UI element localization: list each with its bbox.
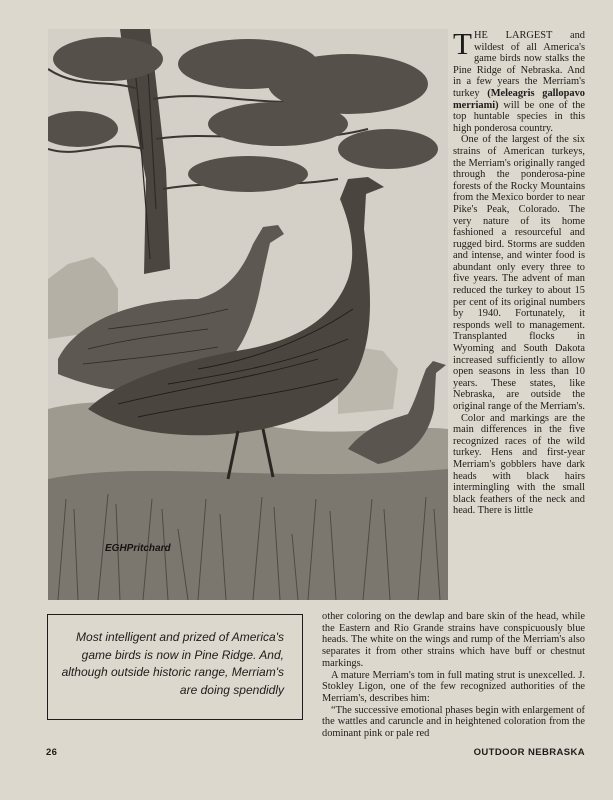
- paragraph-4: A mature Merriam's tom in full mating strut is unexcelled. J. Stokley Ligon, one of the few recognized authorities of the Merriam's, describes him:: [322, 669, 585, 704]
- artist-signature: EGHPritchard: [105, 543, 171, 554]
- paragraph-3-bottom: other coloring on the dewlap and bare skin of the head, while the Eastern and Rio Grande strains have conspicuously blue heads. The white on the wings and rump of the Merriam's also separates it from other strains which have buff or chestnut markings.: [322, 611, 585, 669]
- article-column-right: [453, 26, 585, 517]
- paragraph-5: “The successive emotional phases begin with enlargement of the wattles and caruncle and in heightened coloration from the dominant pink or pale red: [322, 704, 585, 740]
- drop-cap: T: [453, 26, 472, 61]
- page-number: 26: [46, 747, 58, 758]
- article-column-bottom: [322, 611, 585, 740]
- paragraph-3-top: Color and markings are the main differences in the five recognized races of the wild turkey. Hens and first-year Merriam's gobblers have dark heads with black hairs intermingling with the small black feathers of the neck and head. There is little: [453, 412, 585, 517]
- pull-quote-box: [47, 614, 303, 720]
- scientific-name: (Meleagris gallopavo merriami): [453, 87, 585, 111]
- paragraph-1: THE LARGEST and wildest of all America's game birds now stalks the Pine Ridge of Nebraska. And in a few years the Merriam's turkey (Meleagris gallopavo merriami) will be one of the top huntable species in this high ponderosa country.: [453, 26, 585, 134]
- wild-turkeys-illustration-icon: [48, 29, 448, 600]
- pull-quote-text: Most intelligent and prized of America's game birds is now in Pine Ridge. And, although outside historic range, Merriam's are doing spendidly: [61, 630, 284, 697]
- paragraph-2: One of the largest of the six strains of American turkeys, the Merriam's originally ranged through the ponderosa-pine forests of the Rocky Mountains from the Mexico border to near Pike's Peak, Colorado. The very nature of its home fashioned a resourceful and rugged bird. Storms are sudden and intense, and winter food is abundant only every three to five years. The advent of man reduced the turkey to about 15 per cent of its original numbers by 1940. Fortunately, it responds well to management. Transplanted flocks in Wyoming and South Dakota increased sufficiently to allow open seasons in less than 10 years. These states, like Nebraska, are outside the original range of the Merriam's.: [453, 134, 585, 412]
- magazine-name: OUTDOOR NEBRASKA: [473, 747, 585, 758]
- turkey-illustration: [48, 29, 448, 600]
